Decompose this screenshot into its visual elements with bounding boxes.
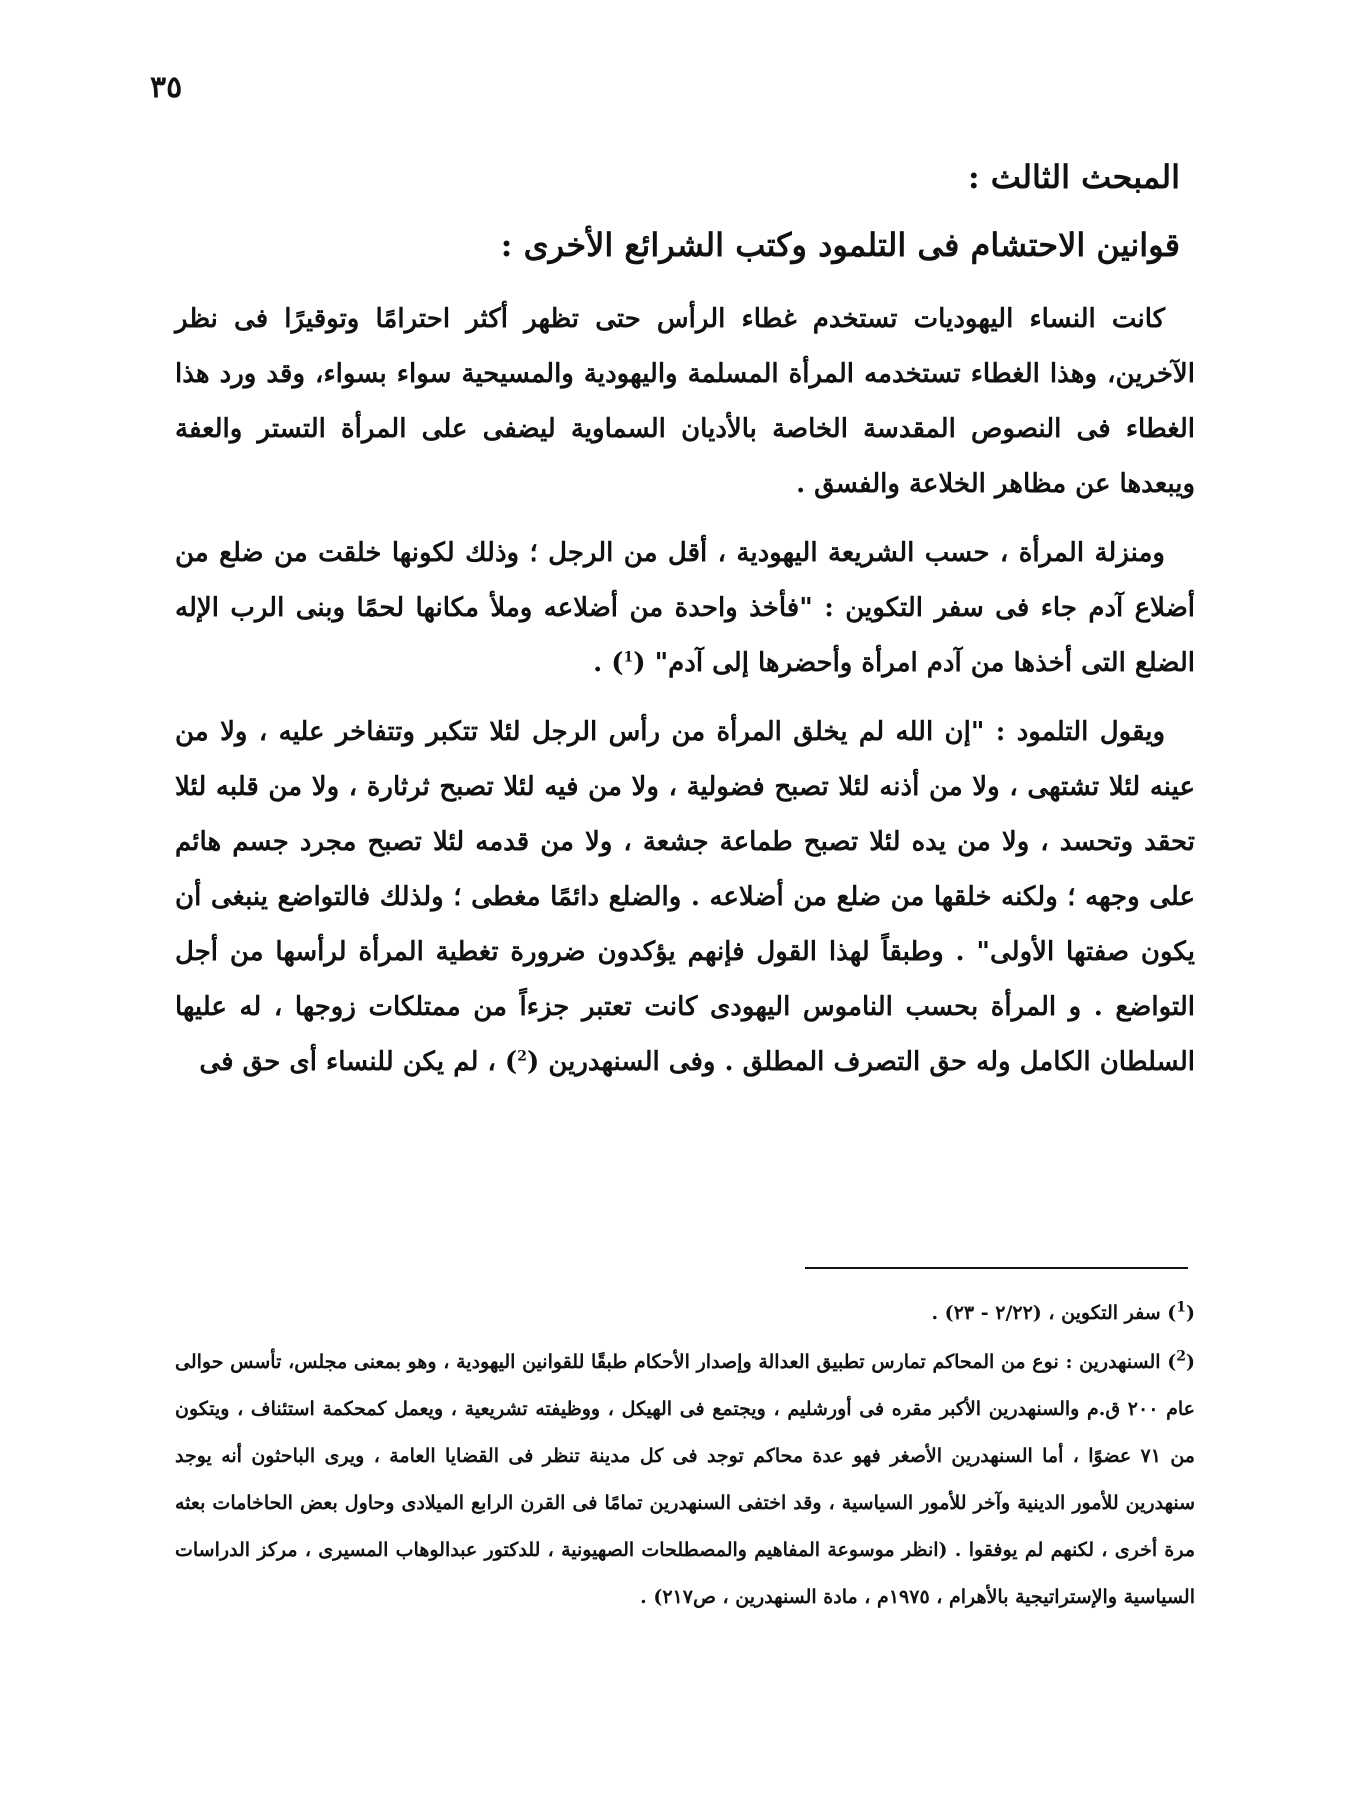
footnotes [175, 1290, 1195, 1621]
paragraph-talmud-quote: ويقول التلمود : "إن الله لم يخلق المرأة من رأس الرجل لئلا تتكبر وتتفاخر عليه ، ولا من عينه لئلا تشتهى ، ولا من أذنه لئلا تصبح فضولية ، ولا من فيه لئلا تصبح ثرثارة ، ولا من قلبه لئلا تحقد وتحسد ، ولا من يده لئلا تصبح طماعة جشعة ، ولا من قدمه لئلا تصبح مجرد جسم هائم على وجهه ؛ ولكنه خلقها من ضلع من أضلاعه . والضلع دائمًا مغطى ؛ ولذلك فالتواضع ينبغى أن يكون صفتها الأولى" . وطبقاً لهذا القول فإنهم يؤكدون ضرورة تغطية المرأة لرأسها من أجل التواضع . و المرأة بحسب الناموس اليهودى كانت تعتبر جزءاً من ممتلكات زوجها ، له عليها السلطان الكامل وله حق التصرف المطلق . وفى السنهدرين ($^2$) ، لم يكن للنساء أى حق فى [175, 717, 1195, 1077]
footnote-marker-2: 2 [1176, 1348, 1186, 1365]
footnote-divider [805, 1267, 1188, 1269]
paragraph-woman-status: ومنزلة المرأة ، حسب الشريعة اليهودية ، أقل من الرجل ؛ وذلك لكونها خلقت من ضلع من أضلاع آدم جاء فى سفر التكوين : "فأخذ واحدة من أضلاعه وملأ مكانها لحمًا وبنى الرب الإله الضلع التى أخذها من آدم امرأة وأحضرها إلى آدم" ($^1$) . [175, 538, 1195, 678]
section-heading: المبحث الثالث : [967, 158, 1180, 196]
body-text [175, 292, 1195, 1104]
footnote-genesis: ($^1$) سفر التكوين ، (٢/٢٢ - ٢٣) . [931, 1299, 1195, 1324]
paragraph-head-covering: كانت النساء اليهوديات تستخدم غطاء الرأس حتى تظهر أكثر احترامًا وتوقيرًا فى نظر الآخرين، وهذا الغطاء تستخدمه المرأة المسلمة واليهودية والمسيحية سواء بسواء، وقد ورد هذا الغطاء فى النصوص المقدسة الخاصة بالأديان السماوية ليضفى على المرأة التستر والعفة ويبعدها عن مظاهر الخلاعة والفسق . [175, 304, 1195, 499]
footnote-ref-2: 2 [517, 1048, 527, 1065]
footnote-ref-1: 1 [623, 649, 634, 666]
subheading: قوانين الاحتشام فى التلمود وكتب الشرائع الأخرى : [500, 226, 1180, 264]
footnote-marker-1: 1 [1176, 1299, 1186, 1316]
footnote-sanhedrin: ($^2$) السنهدرين : نوع من المحاكم تمارس تطبيق العدالة وإصدار الأحكام طبقًا للقوانين اليهودية ، وهو بمعنى مجلس، تأسس حوالى عام ٢٠٠ ق.م والسنهدرين الأكبر مقره فى أورشليم ، ويجتمع فى الهيكل ، ووظيفته تشريعية ، ويعمل كمحكمة استئناف ، ويتكون من ٧١ عضوًا ، أما السنهدرين الأصغر فهو عدة محاكم توجد فى كل مدينة تنظر فى القضايا العامة ، ويرى الباحثون أنه يوجد سنهدرين للأمور الدينية وآخر للأمور السياسية ، وقد اختفى السنهدرين تمامًا فى القرن الرابع الميلادى وحاول بعض الحاخامات بعثه مرة أخرى ، لكنهم لم يوفقوا . (انظر موسوعة المفاهيم والمصطلحات الصهيونية ، للدكتور عبدالوهاب المسيرى ، مركز الدراسات السياسية والإستراتيجية بالأهرام ، ١٩٧٥م ، مادة السنهدرين ، ص٢١٧) . [175, 1348, 1195, 1608]
page-number: ٣٥ [150, 70, 183, 105]
